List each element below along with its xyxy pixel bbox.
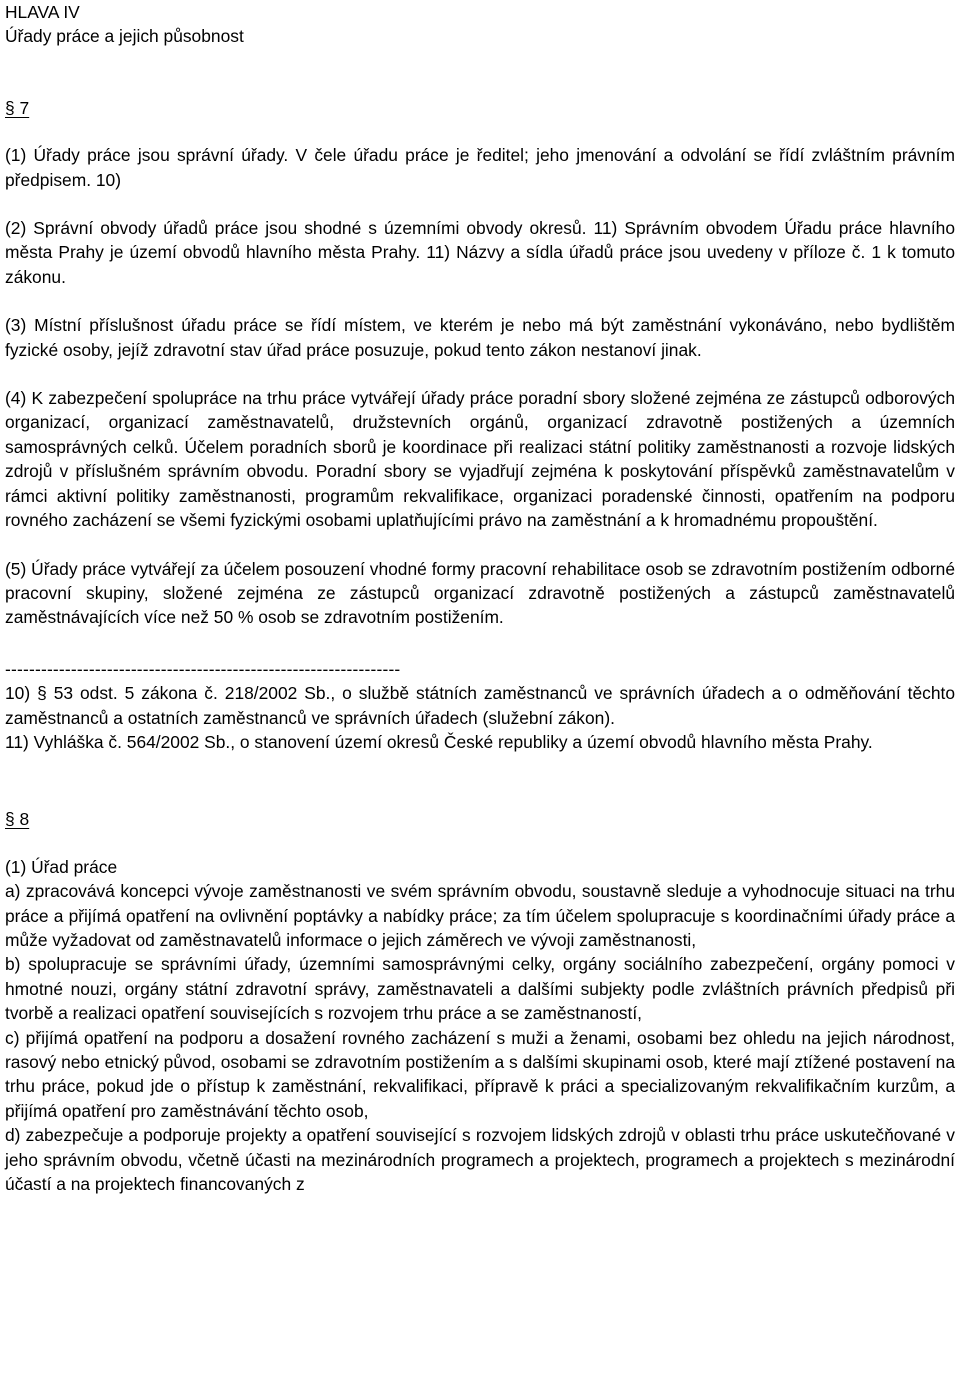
- section-7-paragraph-1: (1) Úřady práce jsou správní úřady. V čele úřadu práce je ředitel; jeho jmenování a odvolání se řídí zvláštním právním předpisem. 10): [5, 145, 955, 190]
- footnote-divider: ------------------------------------------------------------------: [5, 658, 401, 679]
- section-8-item-b: b) spolupracuje se správními úřady, územními samosprávnými celky, orgány sociálního zabezpečení, orgány pomoci v hmotné nouzi, orgány státní zdravotní správy, zaměstnavateli a dalšími subjekty podle zvláštních právních předpisů při tvorbě a realizaci opatření souvisejících s rozvojem trhu práce a se zaměstnaností,: [5, 954, 955, 1024]
- section-8-item-d: d) zabezpečuje a podporuje projekty a opatření související s rozvojem lidských zdrojů v oblasti trhu práce uskutečňované v jeho správním obvodu, včetně účasti na mezinárodních programech a projektech, programech a projektech s mezinárodní účastí a na projektech financovaných z: [5, 1125, 955, 1195]
- section-8-intro: (1) Úřad práce: [5, 856, 118, 877]
- section-7-paragraph-2: (2) Správní obvody úřadů práce jsou shodné s územními obvody okresů. 11) Správním obvodem Úřadu práce hlavního města Prahy je území obvodů hlavního města Prahy. 11) Názvy a sídla úřadů práce jsou uvedeny v příloze č. 1 k tomuto zákonu.: [5, 218, 955, 287]
- section-7-paragraph-3: (3) Místní příslušnost úřadu práce se řídí místem, ve kterém je nebo má být zaměstnání vykonáváno, nebo bydlištěm fyzické osoby, jejíž zdravotní stav úřad práce posuzuje, pokud tento zákon nestanoví jinak.: [5, 315, 955, 360]
- section-7-paragraph-5: (5) Úřady práce vytvářejí za účelem posouzení vhodné formy pracovní rehabilitace osob se zdravotním postižením odborné pracovní skupiny, složené zejména ze zástupců organizací zdravotně postižených a zástupců zaměstnavatelů zaměstnávajících více než 50 % osob se zdravotním postižením.: [5, 558, 955, 628]
- section-7-mark: § 7: [5, 97, 30, 118]
- footnote-11: 11) Vyhláška č. 564/2002 Sb., o stanovení území okresů České republiky a území obvodů hlavního města Prahy.: [5, 731, 873, 752]
- section-8-item-a: a) zpracovává koncepci vývoje zaměstnanosti ve svém správním obvodu, soustavně sleduje a vyhodnocuje situaci na trhu práce a přijímá opatření na ovlivnění poptávky a nabídky práce; za tím účelem spolupracuje s koordinačními úřady práce a může vyžadovat od zaměstnavatelů informace o jejich záměrech ve vývoji zaměstnanosti,: [5, 881, 955, 950]
- footnote-10: 10) § 53 odst. 5 zákona č. 218/2002 Sb., o službě státních zaměstnanců ve správních úřadech a o odměňování těchto zaměstnanců a ostatních zaměstnanců ve správních úřadech (služební zákon).: [5, 683, 955, 728]
- section-8-item-c: c) přijímá opatření na podporu a dosažení rovného zacházení s muži a ženami, osobami bez ohledu na jejich národnost, rasový nebo etnický původ, osobami se zdravotním postižením a s dalšími skupinami osob, které mají ztížené postavení na trhu práce, pokud jde o přístup k zaměstnání, rekvalifikaci, přípravě k práci a specializovaným rekvalifikačním kurzům, a přijímá opatření pro zaměstnávání těchto osob,: [5, 1027, 955, 1121]
- chapter-title: Úřady práce a jejich působnost: [5, 26, 244, 47]
- chapter-number: HLAVA IV: [5, 2, 80, 22]
- section-8-mark: § 8: [5, 809, 30, 830]
- section-7-paragraph-4: (4) K zabezpečení spolupráce na trhu práce vytvářejí úřady práce poradní sbory složené zejména ze zástupců odborových organizací, organizací zaměstnavatelů, družstevních orgánů, organizací zdravotně postižených a územních samosprávných celků. Účelem poradních sborů je koordinace při realizaci státní politiky zaměstnanosti a rozvoje lidských zdrojů v příslušném správním obvodu. Poradní sbory se vyjadřují zejména k poskytování příspěvků zaměstnavatelům v rámci aktivní politiky zaměstnanosti, programům rekvalifikace, organizaci poradenské činnosti, opatřením na podporu rovného zacházení se všemi fyzickými osobami uplatňujícími právo na zaměstnání a k hromadnému propouštění.: [5, 388, 955, 531]
